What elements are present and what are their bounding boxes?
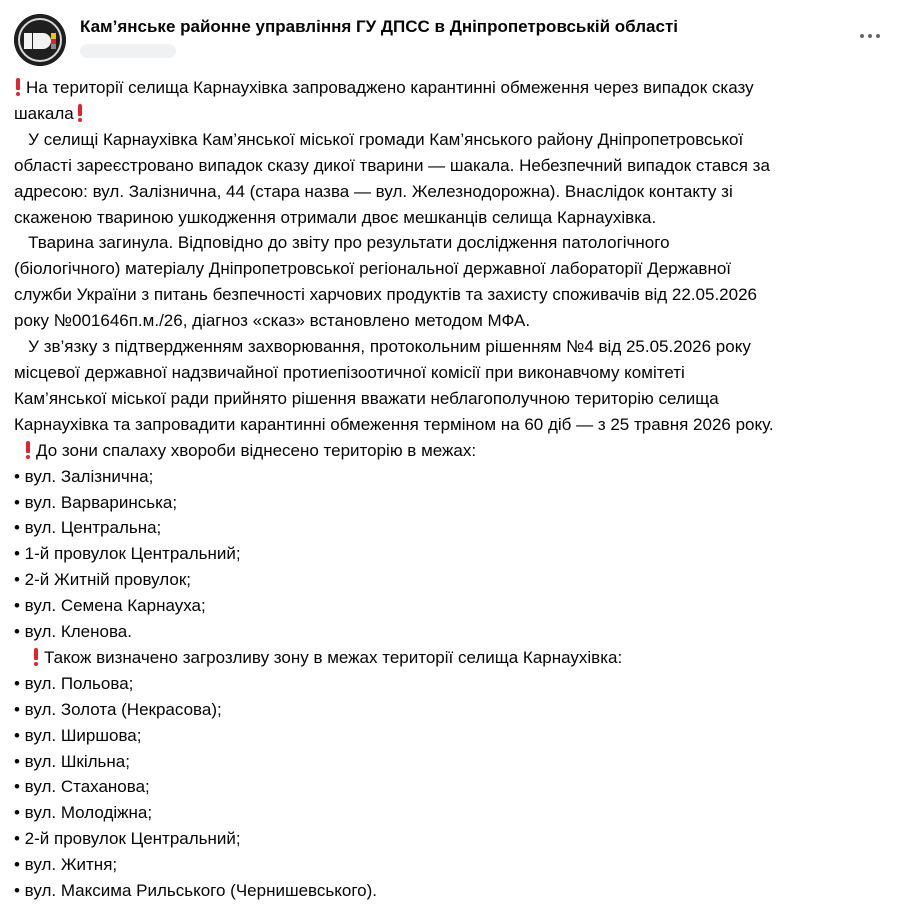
list-item: • вул. Житня; — [14, 855, 118, 875]
more-options-icon — [860, 34, 864, 38]
exclamation-icon — [32, 648, 40, 666]
list-item: • вул. Шкільна; — [14, 751, 130, 771]
list-item: • вул. Варваринська; — [14, 492, 178, 512]
paragraph-line: Карнаухівка та запровадити карантинні обмеження терміном на 60 діб — з 25 травня 2026 року. — [14, 414, 774, 434]
list-item: • вул. Залізнична; — [14, 466, 154, 486]
paragraph-line: (біологічного) матеріалу Дніпропетровської регіональної державної лабораторії Державної — [14, 259, 732, 279]
outbreak-heading: До зони спалаху хвороби віднесено територію в межах: — [14, 438, 890, 464]
paragraph-line: Тварина загинула. Відповідно до звіту про результати дослідження патологічного — [14, 233, 670, 253]
paragraph-line: року №001646п.м./26, діагноз «сказ» встановлено методом МФА. — [14, 311, 531, 331]
post-title-line: шакала — [14, 101, 890, 127]
paragraph-line: Кам’янської міської ради прийнято рішення вважати неблагополучною територію селища — [14, 388, 719, 408]
post-header — [14, 10, 890, 62]
paragraph-line: адресою: вул. Залізнична, 44 (стара назва — вул. Железнодорожна). Внаслідок контакту зі — [14, 181, 733, 201]
paragraph-line: скаженою твариною ушкодження отримали двоє мешканців селища Карнаухівка. — [14, 207, 657, 227]
agency-logo-icon — [14, 14, 66, 66]
list-item: • 1-й провулок Центральний; — [14, 544, 241, 564]
paragraph-line: У зв’язку з підтвердженням захворювання, протокольним рішенням №4 від 25.05.2026 року — [14, 337, 751, 357]
list-item: • вул. Стаханова; — [14, 777, 150, 797]
paragraph-line: місцевої державної надзвичайної протиепізоотичної комісії при виконавчому комітеті — [14, 362, 685, 382]
list-item: • 2-й провулок Центральний; — [14, 829, 241, 849]
list-item: • вул. Центральна; — [14, 518, 162, 538]
paragraph-line: У селищі Карнаухівка Кам’янської міської громади Кам’янського району Дніпропетровської — [14, 129, 744, 149]
threat-heading: Також визначено загрозливу зону в межах території селища Карнаухівка: — [14, 645, 890, 671]
paragraph-line: служби України з питань безпечності харчових продуктів та захисту споживачів від 22.05.2026 — [14, 285, 757, 305]
exclamation-icon — [14, 78, 22, 96]
list-item: • вул. Максима Рильського (Чернишевського). — [14, 881, 378, 901]
exclamation-icon — [76, 104, 84, 122]
page-name-link[interactable]: Кам’янське районне управління ГУ ДПСС в Дніпропетровській області — [80, 17, 678, 36]
post-body — [14, 75, 890, 904]
list-item: • вул. Ширшова; — [14, 725, 142, 745]
list-item: • вул. Золота (Некрасова); — [14, 699, 222, 719]
list-item: • вул. Кленова. — [14, 622, 132, 642]
post-timestamp[interactable] — [80, 44, 176, 58]
list-item: • вул. Молодіжна; — [14, 803, 153, 823]
list-item: • вул. Семена Карнауха; — [14, 596, 206, 616]
list-item: • вул. Польова; — [14, 673, 134, 693]
paragraph-line: області зареєстровано випадок сказу дикої тварини — шакала. Небезпечний випадок стався за — [14, 155, 770, 175]
post-title-line: На території селища Карнаухівка запроваджено карантинні обмеження через випадок сказу — [14, 75, 890, 101]
exclamation-icon — [24, 441, 32, 459]
more-options-button[interactable] — [854, 24, 886, 48]
avatar[interactable] — [14, 14, 66, 66]
list-item: • 2-й Житній провулок; — [14, 570, 191, 590]
